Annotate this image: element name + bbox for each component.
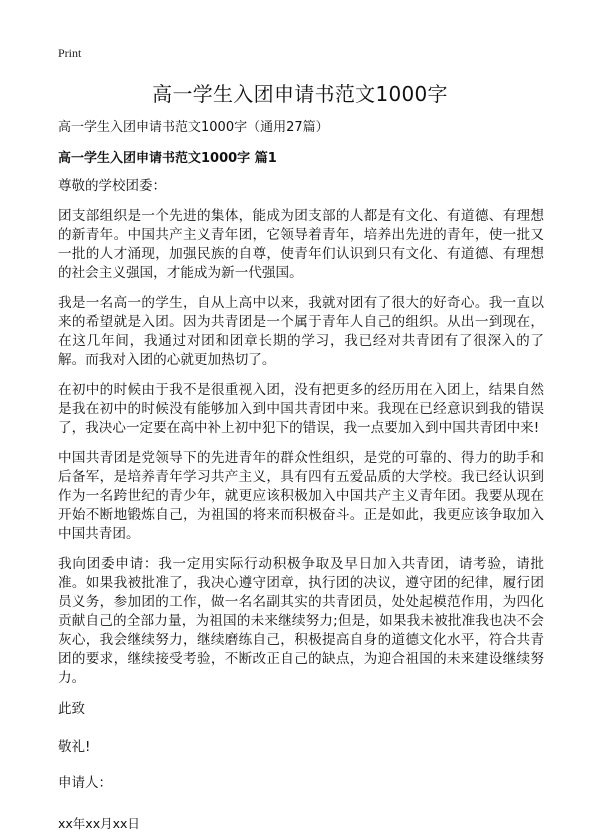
salutation: 尊敬的学校团委： xyxy=(58,178,166,194)
paragraph-5: 我向团委申请：我一定用实际行动积极争取及早日加入共青团，请考验，请批准。如果我被批准了，我决心遵守团章，执行团的决议，遵守团的纪律，履行团员义务，参加团的工作，做一名名副其实的共青团员，处处起模范作用，为四化贡献自己的全部力量，为祖国的未来继续努力;但是，如果我未被批准我也决不会灰心，我会继续努力，继续磨练自己，积极提高自身的道德文化水平，符合共青团的要求，继续接受考验，不断改正自己的缺点，为迎合祖国的未来建设继续努力。 xyxy=(58,556,544,686)
print-link[interactable]: Print xyxy=(58,46,82,60)
article-title: 高一学生入团申请书范文1000字 篇1 xyxy=(58,151,277,166)
date-line: xx年xx月xx日 xyxy=(58,816,140,831)
paragraph-2: 我是一名高一的学生，自从上高中以来，我就对团有了很大的好奇心。我一直以来的希望就是入团。因为共青团是一个属于青年人自己的组织。从出一到现在，在这几年间，我通过对团和团章长期的学习，我已经对共青团有了很深入的了解。而我对入团的心就更加热切了。 xyxy=(58,295,544,368)
document-body xyxy=(58,118,544,833)
paragraph-3: 在初中的时候由于我不是很重视入团，没有把更多的经历用在入团上，结果自然是我在初中的时候没有能够加入到中国共青团中来。我现在已经意识到我的错误了，我决心一定要在高中补上初中犯下的错误，我一点要加入到中国共青团中来! xyxy=(58,382,544,436)
page-title: 高一学生入团申请书范文1000字 xyxy=(152,82,448,106)
closing-line-salute: 敬礼! xyxy=(58,739,91,755)
applicant-label: 申请人： xyxy=(58,775,112,791)
document-subtitle: 高一学生入团申请书范文1000字（通用27篇） xyxy=(58,120,329,135)
closing-line-regards: 此致 xyxy=(58,701,85,717)
paragraph-4: 中国共青团是党领导下的先进青年的群众性组织，是党的可靠的、得力的助手和后备军，是培养青年学习共产主义，具有四有五爱品质的大学校。我已经认识到作为一名跨世纪的青少年，就更应该积极加入中国共产主义青年团。我要从现在开始不断地锻炼自己，为祖国的将来而积极奋斗。正是如此，我更应该争取加入中国共青团。 xyxy=(58,450,544,542)
paragraph-1: 团支部组织是一个先进的集体，能成为团支部的人都是有文化、有道德、有理想的新青年。中国共产主义青年团，它领导着青年，培养出先进的青年，使一批又一批的人才涌现，加强民族的自尊，使青年们认识到只有文化、有道德、有理想的社会主义强国，才能成为新一代强国。 xyxy=(58,208,544,281)
